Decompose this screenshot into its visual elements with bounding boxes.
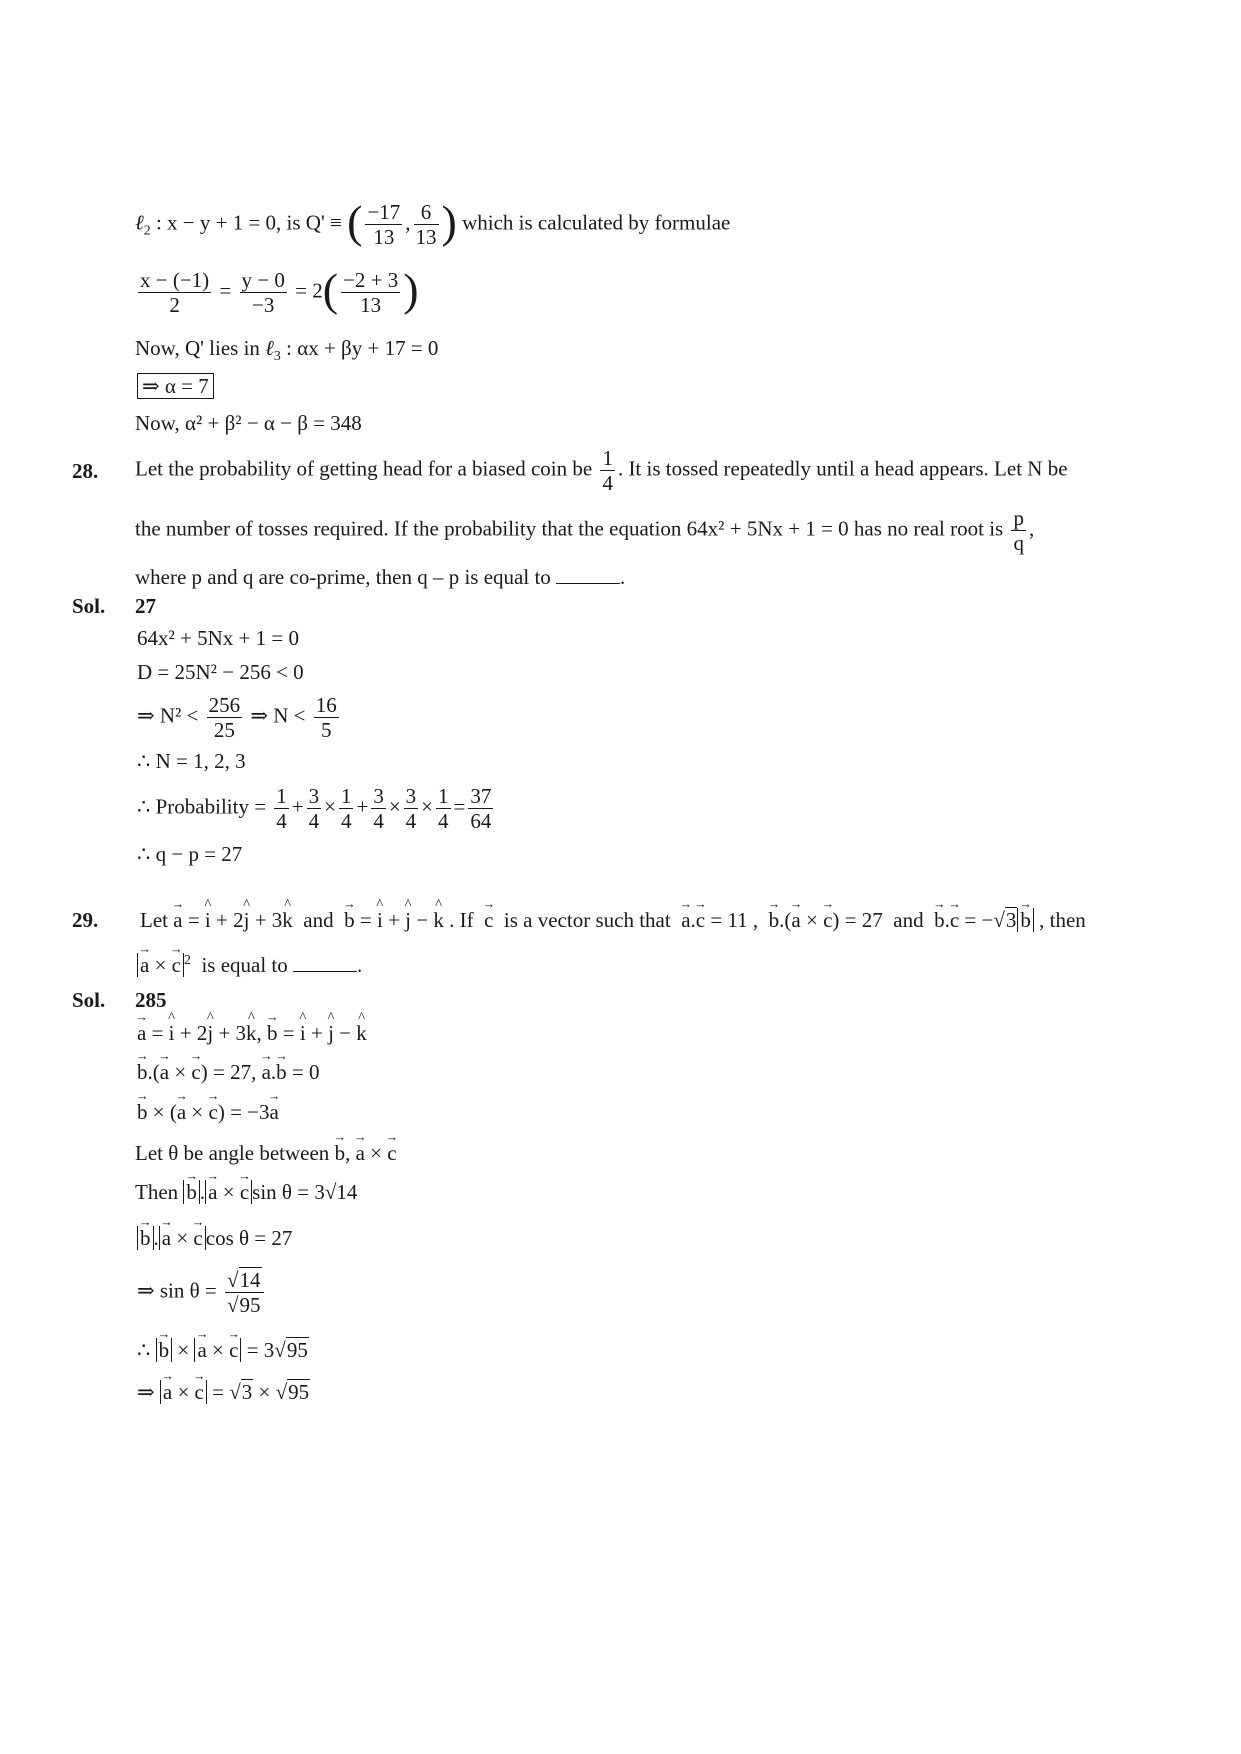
q-y-fraction: $\frac{6}{13}$	[415, 200, 437, 250]
q29-step-1: → a = ^ i + 2^ j + 3^ k, → b = ^ i + ^ j − ^ k	[137, 1021, 367, 1046]
q28-step-3: ⇒ N² < $\frac{256}{25}$ ⇒ N < $\frac{16}{5}$	[137, 693, 337, 743]
prev-line-q-prime: ℓ$_2$ : x − y + 1 = 0, is Q' ≡ ( $\frac{-17}{13}$ , $\frac{6}{13}$ ) which is calculated by formulae	[135, 195, 731, 250]
alpha-result-box: ⇒ α = 7	[137, 373, 214, 399]
formula-fraction-3: $\frac{-2 + 3}{13}$	[343, 268, 399, 318]
q29-step-3: → b × (→ a × → c) = −3→ a	[137, 1100, 279, 1125]
q28-step-6: ∴ q − p = 27	[137, 842, 243, 866]
q29-answer: 285	[135, 988, 167, 1012]
q29-sol-label: Sol.	[72, 988, 106, 1012]
formula-fraction-2: $\frac{y - 0}{-3}$	[241, 268, 285, 318]
q28-answer: 27	[135, 594, 156, 618]
q28-sol-label: Sol.	[72, 594, 106, 618]
prev-line-final: Now, α² + β² − α − β = 348	[135, 411, 362, 435]
l3-equation: : αx + βy + 17 = 0	[286, 336, 439, 360]
q29-line-2: → a × → c $^2$ is equal to .	[137, 953, 362, 978]
q29-step-8: ∴ → b × → a × → c = 3√95	[137, 1338, 309, 1363]
q29-step-5: Then → b .→ a × → c sin θ = 3√14	[135, 1180, 357, 1205]
q28-step-1: 64x² + 5Nx + 1 = 0	[137, 626, 299, 650]
q28-line-2: the number of tosses required. If the probability that the equation 64x² + 5Nx + 1 = 0 has no real root is $\frac{p}{q}$ ,	[135, 506, 1035, 556]
q28-step-2: D = 25N² − 256 < 0	[137, 660, 304, 684]
answer-blank-29	[293, 971, 357, 972]
q29-step-9: ⇒ → a × → c = √3 × √95	[137, 1380, 310, 1405]
question-number-28: 28.	[72, 459, 99, 483]
formula-fraction-1: $\frac{x - (-1)}{2}$	[140, 268, 210, 318]
q28-step-5: ∴ Probability = $\frac{1}{4}$ + $\frac{3}{4}$ × $\frac{1}{4}$ + $\frac{3}{4}$ × $\frac{3}{4}$ × $\frac{1}{4}$ = $\frac{37}{64}$	[137, 784, 492, 834]
formula-coef: = 2	[295, 278, 323, 303]
prev-line-boxed	[137, 374, 214, 399]
q28-line-1: Let the probability of getting head for a biased coin be $\frac{1}{4}$ . It is tossed repeatedly until a head appears. Let N be	[135, 446, 1068, 496]
answer-blank	[556, 583, 620, 584]
formulae-text: which is calculated by formulae	[462, 210, 731, 235]
q29-step-6: → b .→ a × → c cos θ = 27	[137, 1226, 292, 1251]
q28-step3-fraction-1: $\frac{256}{25}$	[208, 693, 241, 743]
q28-pq-fraction: $\frac{p}{q}$	[1013, 506, 1024, 556]
final-expression: α² + β² − α − β = 348	[184, 411, 362, 435]
q28-probability-result: $\frac{37}{64}$	[470, 784, 492, 834]
q-x-fraction: $\frac{-17}{13}$	[367, 200, 401, 250]
q28-prob-fraction: $\frac{1}{4}$	[602, 446, 613, 496]
q29-line-1: Let → a = ^ i + 2^ j + 3^ k and → b = ^ i + ^ j − ^ k . If → c is a vector such that → a.→ c = 11 , → b.(→ a × → c) = 27 and → b.→ c = −√3→ b , then	[140, 908, 1086, 933]
q28-step3-fraction-2: $\frac{16}{5}$	[315, 693, 337, 743]
prev-line-formula: $\frac{x - (-1)}{2}$ = $\frac{y - 0}{-3}$ = 2( $\frac{-2 + 3}{13}$ )	[140, 263, 419, 318]
question-number-29: 29.	[72, 908, 99, 932]
q29-step-7: ⇒ sin θ = $\frac{√14}{√95}$	[137, 1268, 267, 1317]
l2-symbol: ℓ	[135, 210, 144, 235]
q29-step-2: → b.(→ a × → c) = 27, → a.→ b = 0	[137, 1060, 320, 1085]
prev-line-lies: Now, Q' lies in ℓ$_3$ : αx + βy + 17 = 0	[135, 336, 439, 364]
q28-step-4: ∴ N = 1, 2, 3	[137, 749, 246, 773]
q28-line-3: where p and q are co-prime, then q – p is equal to .	[135, 565, 626, 589]
q29-step-4: Let θ be angle between → b, → a × → c	[135, 1141, 397, 1166]
sin-theta-fraction: $\frac{√14}{√95}$	[225, 1268, 264, 1317]
l2-equation: : x − y + 1 = 0, is Q' ≡	[155, 210, 342, 235]
